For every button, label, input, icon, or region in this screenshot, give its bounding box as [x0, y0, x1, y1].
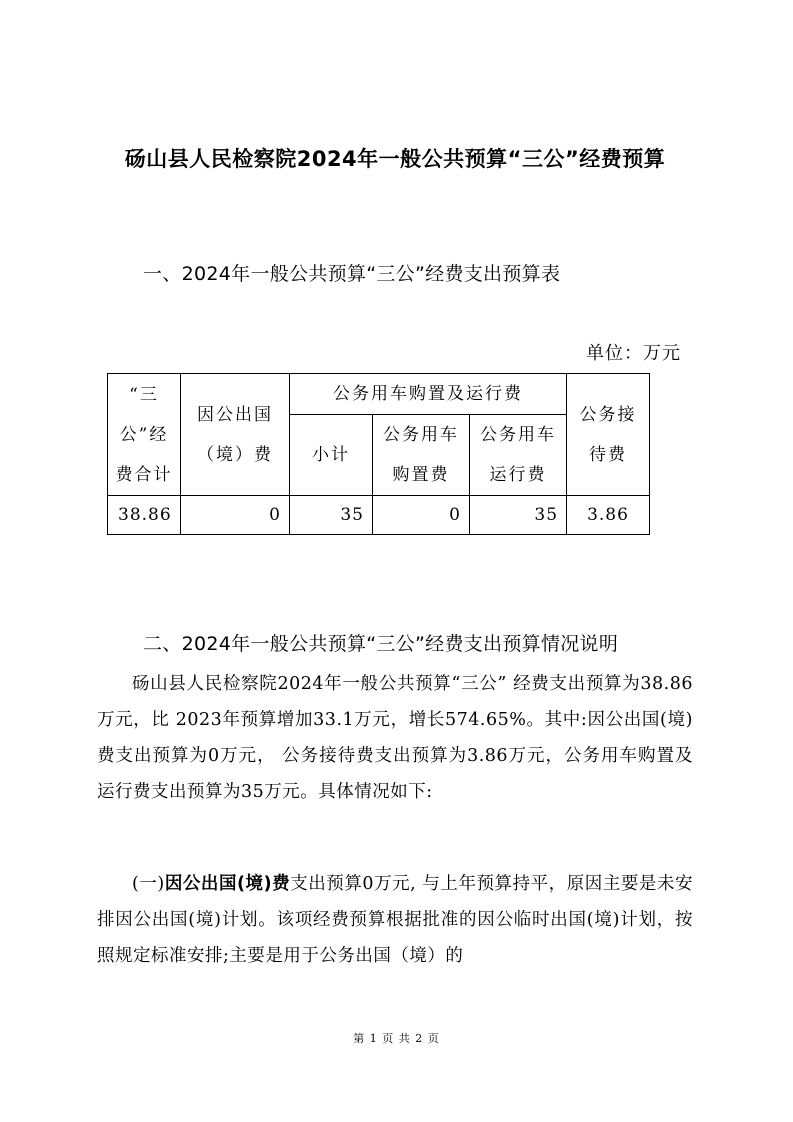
table-header-row: [108, 374, 650, 415]
header-vehicle-subtotal: 小计: [290, 415, 373, 496]
page-footer: 第 1 页 共 2 页: [353, 1032, 440, 1045]
header-reception: 公务接待费: [567, 374, 650, 496]
section-heading-budget-table: 一、2024年一般公共预算“三公”经费支出预算表: [143, 263, 561, 285]
cell-total: 38.86: [108, 496, 181, 535]
budget-table: [107, 373, 650, 535]
table-row: [108, 496, 650, 535]
header-vehicle-group: 公务用车购置及运行费: [290, 374, 567, 415]
unit-label: 单位：万元: [586, 343, 681, 364]
paragraph-summary: 砀山县人民检察院2024年一般公共预算“三公” 经费支出预算为38.86万元，比 2023年预算增加33.1万元，增长574.65%。其中:因公出国(境)费支出预算为0万元， 公务接待费支出预算为3.86万元，公务用车购置及运行费支出预算为35万元。具体情况如下:: [97, 674, 693, 802]
header-vehicle-purchase: 公务用车购置费: [373, 415, 470, 496]
document-title: 砀山县人民检察院2024年一般公共预算“三公”经费预算: [124, 147, 666, 171]
paragraph-travel-body: 支出预算0万元, 与上年预算持平，原因主要是未安排因公出国(境)计划。该项经费预算根据批准的因公临时出国(境)计划，按照规定标准安排;主要是用于公务出国（境）的: [97, 874, 694, 966]
cell-vehicle-subtotal: 35: [290, 496, 373, 535]
header-vehicle-operation: 公务用车运行费: [470, 415, 567, 496]
header-travel: 因公出国（境）费: [181, 374, 290, 496]
cell-vehicle-purchase: 0: [373, 496, 470, 535]
header-total: “三公”经费合计: [108, 374, 181, 496]
cell-reception: 3.86: [567, 496, 650, 535]
paragraph-travel: [97, 866, 693, 974]
paragraph-travel-prefix: (一): [132, 874, 165, 894]
cell-travel: 0: [181, 496, 290, 535]
section-heading-explanation: 二、2024年一般公共预算“三公”经费支出预算情况说明: [143, 633, 619, 655]
cell-vehicle-operation: 35: [470, 496, 567, 535]
paragraph-travel-bold: 因公出国(境)费: [164, 874, 291, 894]
